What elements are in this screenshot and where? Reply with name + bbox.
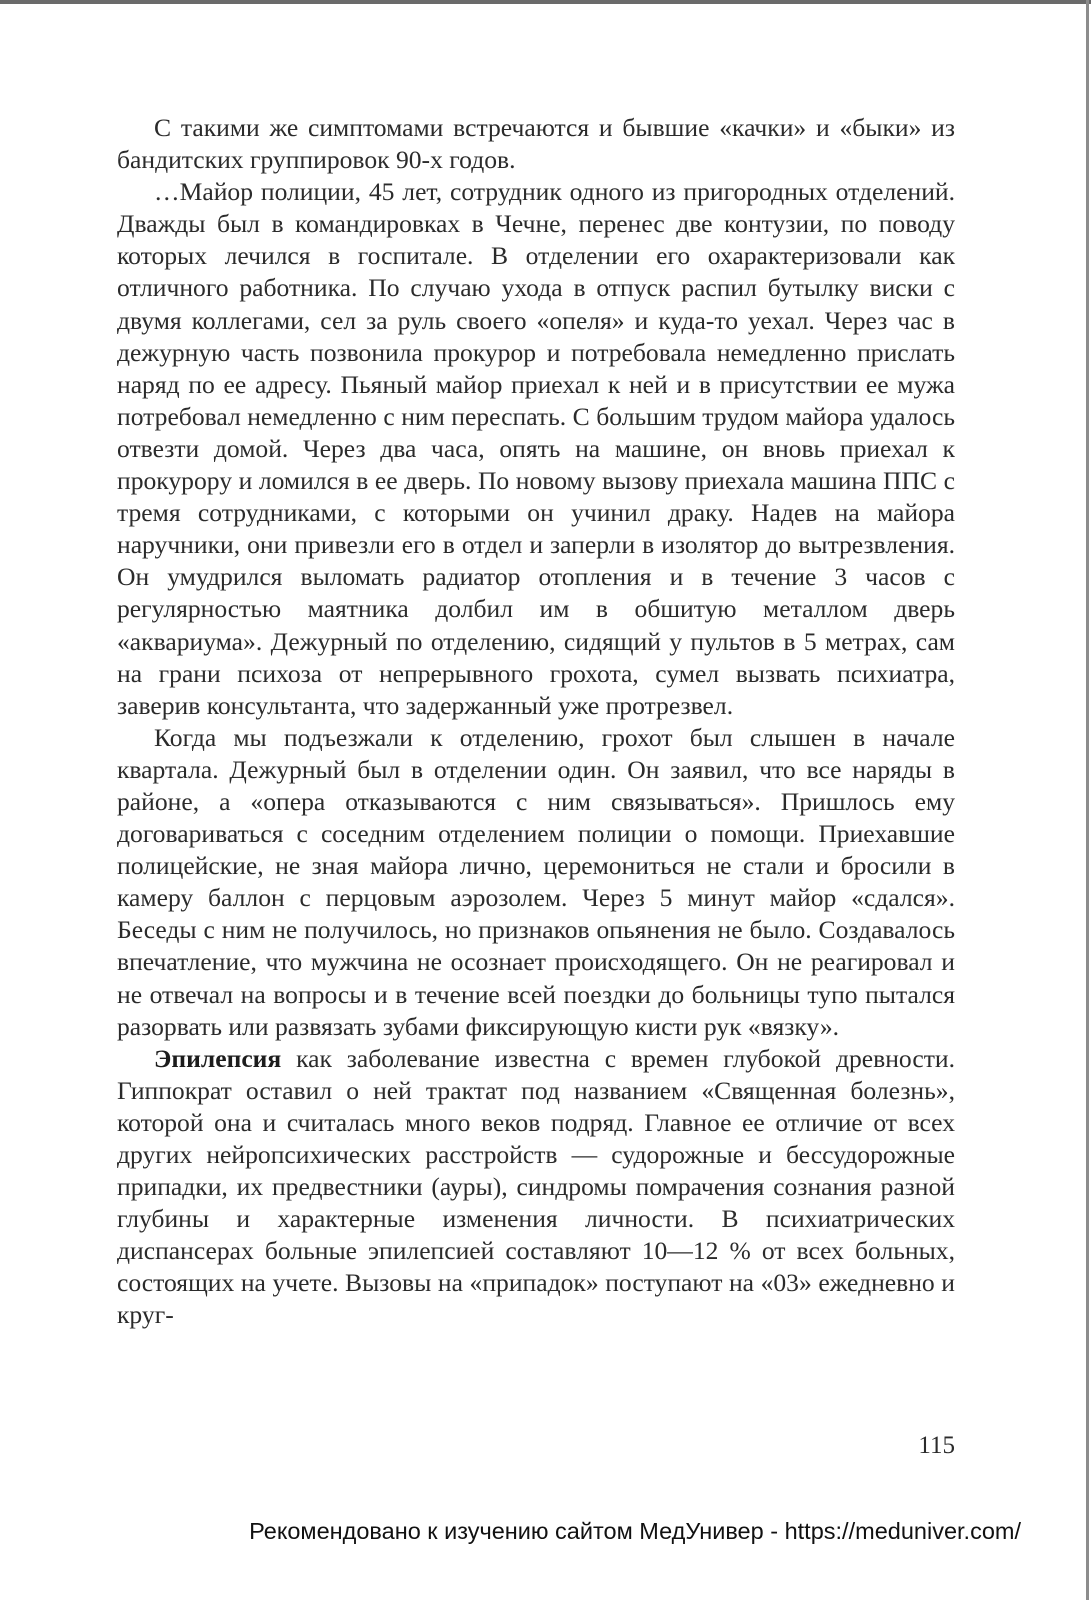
paragraph-3: Когда мы подъезжали к отделению, грохот был слышен в начале квартала. Дежурный был в отделении один. Он заявил, что все наряды в районе, а «опера отказываются с ним связываться». Пришлось ему договариваться с соседним отделением полиции о помощи. Приехавшие полицейские, не зная майора лично, церемониться не стали и бросили в камеру баллон с перцовым аэрозолем. Через 5 минут майор «сдался». Беседы с ним не получилось, но признаков опьянения не было. Создавалось впечатление, что мужчина не осознает происходящего. Он не реагировал и не отвечал на вопросы и в течение всей поездки до больницы тупо пытался разорвать или развязать зубами фиксирующую кисти рук «вязку». <box>117 722 955 1041</box>
page-number: 115 <box>918 1432 955 1459</box>
epilepsy-term: Эпилепсия <box>154 1043 282 1073</box>
site-recommendation: Рекомендовано к изучению сайтом МедУнивер - https://meduniver.com/ <box>249 1518 1021 1544</box>
paragraph-epilepsy <box>117 1043 955 1332</box>
top-border <box>0 0 1091 4</box>
paragraph-2: …Майор полиции, 45 лет, сотрудник одного из пригородных отделений. Дважды был в командировках в Чечне, перенес две контузии, по поводу которых лечился в госпитале. В отделении его охарактеризовали как отличного работника. По случаю ухода в отпуск распил бутылку виски с двумя коллегами, сел за руль своего «опеля» и куда-то уехал. Через час в дежурную часть позвонила прокурор и потребовала немедленно прислать наряд по ее адресу. Пьяный майор приехал к ней и в присутствии ее мужа потребовал немедленно с ним переспать. С большим трудом майора удалось отвезти домой. Через два часа, опять на машине, он вновь приехал к прокурору и ломился в ее дверь. По новому вызову приехала машина ППС с тремя сотрудниками, с которыми он учинил драку. Надев на майора наручники, они привезли его в отдел и заперли в изолятор до вытрезвления. Он умудрился выломать радиатор отопления и в течение 3 часов с регулярностью маятника долбил им в обшитую металлом дверь «аквариума». Дежурный по отделению, сидящий у пультов в 5 метрах, сам на грани психоза от непрерывного грохота, сумел вызвать психиатра, заверив консультанта, что задержанный уже протрезвел. <box>117 177 955 720</box>
page-body <box>117 112 955 1332</box>
right-border <box>1086 0 1089 1600</box>
epilepsy-text: как заболевание известна с времен глубокой древности. Гиппократ оставил о ней трактат под названием «Священная болезнь», которой она и считалась много веков подряд. Главное ее отличие от всех других нейропсихических расстройств — судорожные и бессудорожные припадки, их предвестники (ауры), синдромы помрачения сознания разной глубины и характерные изменения личности. В психиатрических диспансерах больные эпилепсией составляют 10—12 % от всех больных, состоящих на учете. Вызовы на «припадок» поступают на «03» ежедневно и круг- <box>117 1043 955 1330</box>
paragraph-1: С такими же симптомами встречаются и бывшие «качки» и «быки» из бандитских группировок 90-х годов. <box>117 113 955 175</box>
